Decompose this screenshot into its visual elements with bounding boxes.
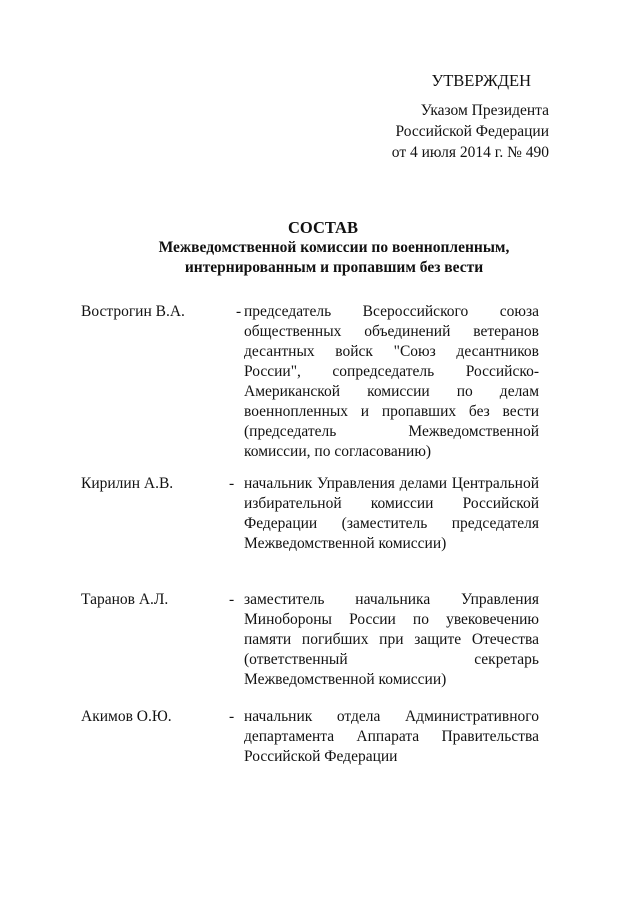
member-dash: -: [229, 708, 235, 725]
member-name: Вострогин В.А.: [81, 303, 185, 320]
member-name: Кирилин А.В.: [81, 475, 174, 492]
member-name: Акимов О.Ю.: [81, 708, 172, 725]
member-dash: -: [236, 303, 242, 320]
member-dash: -: [229, 475, 235, 492]
member-role: заместитель начальника Управления Минобороны России по увековечению памяти погибших при защите Отечества (ответственный секретарь Межведомственной комиссии): [244, 591, 539, 688]
member-dash: -: [229, 591, 235, 608]
decree-line: Указом Президента: [420, 102, 549, 119]
document-title-block: [0, 217, 640, 278]
decree-date-line: от 4 июля 2014 г. № 490: [391, 144, 549, 161]
member-role: председатель Всероссийского союза общественных объединений ветеранов десантных войск "Союз десантников России", сопредседатель Российско-Американской комиссии по делам военнопленных и пропавших без вести (председатель Межведомственной комиссии, по согласованию): [244, 303, 539, 460]
member-entry: [81, 707, 539, 767]
member-role: начальник отдела Административного департамента Аппарата Правительства Российской Федерации: [244, 708, 539, 765]
member-entry: [81, 302, 539, 462]
approval-block: [392, 70, 549, 163]
member-role: начальник Управления делами Центральной избирательной комиссии Российской Федерации (заместитель председателя Межведомственной комиссии): [244, 475, 539, 552]
member-name: Таранов А.Л.: [81, 591, 169, 608]
document-title: СОСТАВ: [288, 218, 358, 237]
member-entry: [81, 474, 539, 574]
member-entry: [81, 590, 539, 690]
approval-stamp: УТВЕРЖДЕН: [431, 71, 531, 90]
document-subtitle-line-1: Межведомственной комиссии по военнопленным,: [158, 239, 510, 256]
document-subtitle-line-2: интернированным и пропавшим без вести: [184, 259, 484, 276]
country-line: Российской Федерации: [395, 123, 549, 140]
